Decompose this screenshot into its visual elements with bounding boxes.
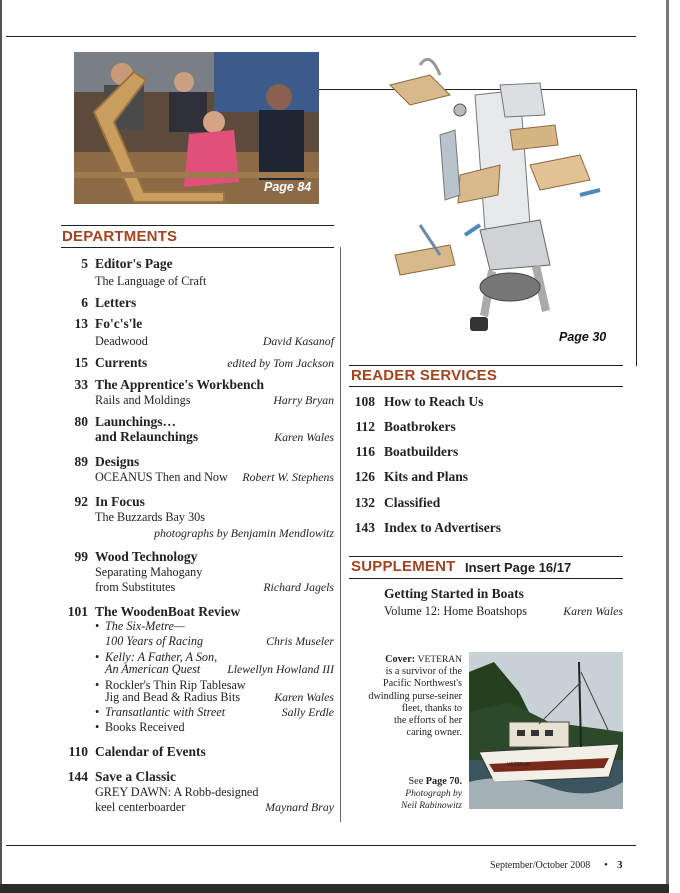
issue-date: September/October 2008 [490, 860, 591, 871]
review-item-title: Rockler's Thin Rip Tablesaw [105, 678, 246, 692]
review-item-title-line2: 100 Years of Racing [105, 634, 204, 648]
entry-author: Karen Wales [274, 430, 334, 444]
reader-services-heading: READER SERVICES [351, 367, 498, 384]
entry-subtitle: OCEANUS Then and Now [95, 470, 228, 484]
photo-credit: Photograph by [405, 789, 462, 800]
page-number: 89 [74, 454, 88, 469]
supplement-bottom-rule [349, 578, 623, 579]
page-number: 143 [354, 520, 375, 535]
entry-title: Editor's Page [95, 256, 173, 271]
review-item-author: Chris Museler [266, 634, 334, 648]
page-number: 132 [354, 495, 375, 510]
page-number: 92 [74, 494, 88, 509]
right-edge [666, 0, 669, 893]
caption-line: caring owner. [406, 727, 462, 739]
caption-line: Pacific Northwest's [382, 678, 462, 690]
caption-line: the efforts of her [394, 715, 462, 727]
entry-subtitle: The Language of Craft [95, 274, 207, 288]
page-number: 5 [81, 256, 88, 271]
reader-services-bottom-rule [349, 386, 623, 387]
photo-page-label: Page 84 [264, 180, 312, 194]
entry-title: The WoodenBoat Review [95, 604, 241, 619]
review-bullet: • [95, 720, 100, 734]
workshop-photo [74, 52, 319, 204]
cover-caption [350, 654, 462, 739]
entry-title: Launchings… [95, 414, 177, 429]
review-bullet: • [95, 619, 100, 633]
supplement-top-rule [349, 556, 623, 557]
review-item-title: Books Received [105, 720, 185, 734]
supplement-insert-label: Insert Page 16/17 [465, 560, 572, 575]
entry-author: photographs by Benjamin Mendlowitz [154, 526, 334, 540]
review-item-title: Transatlantic with Street [105, 705, 226, 719]
entry-title: Wood Technology [95, 549, 198, 564]
see-label: See [408, 776, 424, 787]
photo-credit-name: Neil Rabinowitz [401, 801, 462, 812]
footer-rule [6, 845, 636, 846]
entry-author: David Kasanof [262, 334, 334, 348]
page-number: 80 [74, 414, 88, 429]
page-number: 110 [68, 744, 88, 759]
review-item-title-line2: An American Quest [105, 662, 201, 676]
right-vertical-rule [636, 89, 637, 366]
item-title: Kits and Plans [384, 469, 469, 484]
entry-subtitle: Deadwood [95, 334, 148, 348]
entry-title-line2: and Relaunchings [95, 429, 199, 444]
departments-top-rule [61, 225, 334, 226]
review-item-title: Kelly: A Father, A Son, [105, 650, 218, 664]
review-bullet: • [95, 678, 100, 692]
page-number: 6 [81, 295, 88, 310]
entry-subtitle: GREY DAWN: A Robb-designed [95, 785, 259, 799]
top-rule [6, 36, 636, 37]
item-title: Index to Advertisers [384, 520, 501, 535]
caption-line: is a survivor of the [385, 666, 462, 678]
page-number-footer: 3 [617, 859, 623, 871]
boat-name-plate: VETERAN [507, 762, 531, 768]
page-number: 99 [74, 549, 88, 564]
page-number: 108 [354, 394, 375, 409]
bandsaw-illustration [380, 55, 610, 345]
caption-line: fleet, thanks to [401, 702, 462, 714]
entry-subtitle: Separating Mahogany [95, 565, 203, 579]
left-edge [0, 0, 2, 893]
entry-subtitle: Volume 12: Home Boatshops [384, 604, 527, 618]
entry-title: Getting Started in Boats [384, 586, 524, 601]
entry-title: Currents [95, 355, 148, 370]
entry-subtitle: Rails and Moldings [95, 393, 191, 407]
page-number: 116 [355, 444, 375, 459]
cover-boat-name: VETERAN [417, 655, 462, 665]
entry-author: Robert W. Stephens [242, 470, 334, 484]
cover-credit [350, 776, 462, 813]
entry-subtitle: The Buzzards Bay 30s [95, 510, 205, 524]
supplement-heading: SUPPLEMENT [351, 558, 456, 575]
footer-bullet: • [604, 859, 608, 871]
illustration-page-label: Page 30 [559, 330, 607, 344]
entry-author: Karen Wales [563, 604, 623, 618]
reader-services-top-rule [349, 365, 623, 366]
review-item-author: Sally Erdle [281, 705, 334, 719]
entry-title: Calendar of Events [95, 744, 206, 759]
departments-heading: DEPARTMENTS [62, 228, 178, 245]
caption-line: dwindling purse-seiner [368, 690, 462, 702]
entry-subtitle-line2: keel centerboarder [95, 800, 186, 814]
entry-author: Maynard Bray [265, 800, 334, 814]
review-bullet: • [95, 705, 100, 719]
entry-title: The Apprentice's Workbench [95, 377, 265, 392]
entry-subtitle-line2: from Substitutes [95, 580, 176, 594]
entry-author: Richard Jagels [263, 580, 334, 594]
entry-author: Harry Bryan [273, 393, 334, 407]
entry-title: In Focus [95, 494, 145, 509]
cover-page-ref: Page 70. [425, 776, 462, 787]
entry-title: Designs [95, 454, 140, 469]
review-item-title-line2: Jig and Bead & Radius Bits [105, 690, 241, 704]
item-title: Classified [384, 495, 441, 510]
page-number: 13 [74, 316, 88, 331]
page-number: 112 [355, 419, 375, 434]
bottom-edge [0, 884, 669, 893]
page-number: 33 [74, 377, 88, 392]
review-item-author: Karen Wales [274, 690, 334, 704]
review-bullet: • [95, 650, 100, 664]
entry-title: Letters [95, 295, 137, 310]
entry-author: edited by Tom Jackson [227, 356, 334, 370]
item-title: Boatbrokers [384, 419, 456, 434]
page-number: 101 [67, 604, 88, 619]
page-number: 126 [354, 469, 375, 484]
page-number: 144 [67, 769, 88, 784]
page-number: 15 [74, 355, 88, 370]
departments-bottom-rule [61, 247, 334, 248]
item-title: Boatbuilders [384, 444, 459, 459]
entry-title: Save a Classic [95, 769, 176, 784]
review-item-author: Llewellyn Howland III [227, 662, 334, 676]
cover-label: Cover: [385, 654, 416, 665]
review-item-title: The Six-Metre— [105, 619, 185, 633]
departments-column-rule [340, 247, 341, 822]
cover-photo [469, 652, 623, 809]
item-title: How to Reach Us [384, 394, 484, 409]
entry-title: Fo'c's'le [95, 316, 143, 331]
